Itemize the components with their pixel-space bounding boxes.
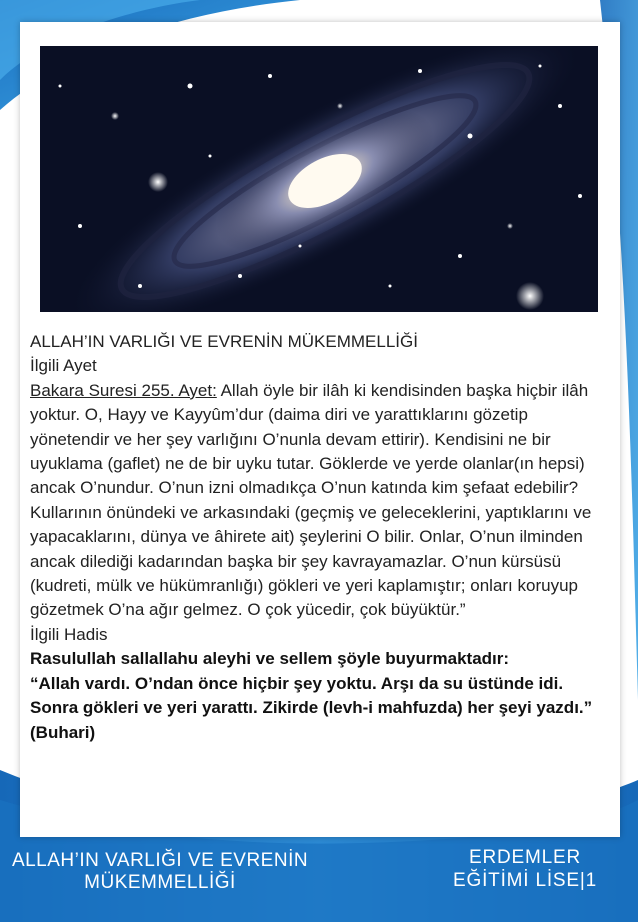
footer-title-line2: MÜKEMMELLİĞİ: [84, 872, 236, 893]
ayet-reference: Bakara Suresi 255. Ayet:: [30, 380, 217, 400]
footer-course: [440, 846, 610, 892]
ayet-heading: İlgili Ayet: [30, 356, 97, 376]
galaxy-image: [40, 46, 598, 312]
footer-course-line1: ERDEMLER: [469, 847, 581, 868]
hadis-text: “Allah vardı. O’ndan önce hiçbir şey yoktu. Arşı da su üstünde idi. Sonra gökleri ve yeri yarattı. Zikirde (levh-i mahfuzda) her şeyi yazdı.” (Buhari): [30, 673, 593, 742]
footer-title-line1: ALLAH’IN VARLIĞI VE EVRENİN: [11, 850, 309, 871]
hadis-intro: Rasulullah sallallahu aleyhi ve sellem şöyle buyurmaktadır:: [30, 649, 510, 669]
ayet-text: Allah öyle bir ilâh ki kendisinden başka hiçbir ilâh yoktur. O, Hayy ve Kayyûm’dur (daima diri ve yarattıklarını gözetip yönetendir ve her şey varlığını O’nunla devam ettirir). Kendisini ne bir uyuklama (gaflet) ne de bir uyku tutar. Göklerde ve yerde olanlar(ın hepsi) ancak O’nundur. O’nun izni olmadıkça O’nun katında kim şefaat edebilir? Kullarının önündeki ve arkasındaki (geçmiş ve geleceklerini, yaptıklarını ve yapacaklarını, dünya ve âhirete ait) şeylerini O bilir. Onlar, O’nun ilminden ancak dilediği kadarından başka bir şey kavrayamazlar. O’nun kürsüsü (kudreti, mülk ve hükümranlığı) gökleri ve yeri kaplamıştır; onları koruyup gözetmek O’na ağır gelmez. O çok yücedir, çok büyüktür.”: [30, 380, 592, 620]
page-title: ALLAH’IN VARLIĞI VE EVRENİN MÜKEMMELLİĞİ: [30, 332, 418, 351]
hadis-heading: İlgili Hadis: [30, 624, 108, 644]
footer-title: [0, 850, 320, 894]
main-text: [30, 330, 610, 745]
footer-course-line2: EĞİTİMİ LİSE|1: [453, 870, 597, 891]
ayet-paragraph: [30, 379, 610, 623]
